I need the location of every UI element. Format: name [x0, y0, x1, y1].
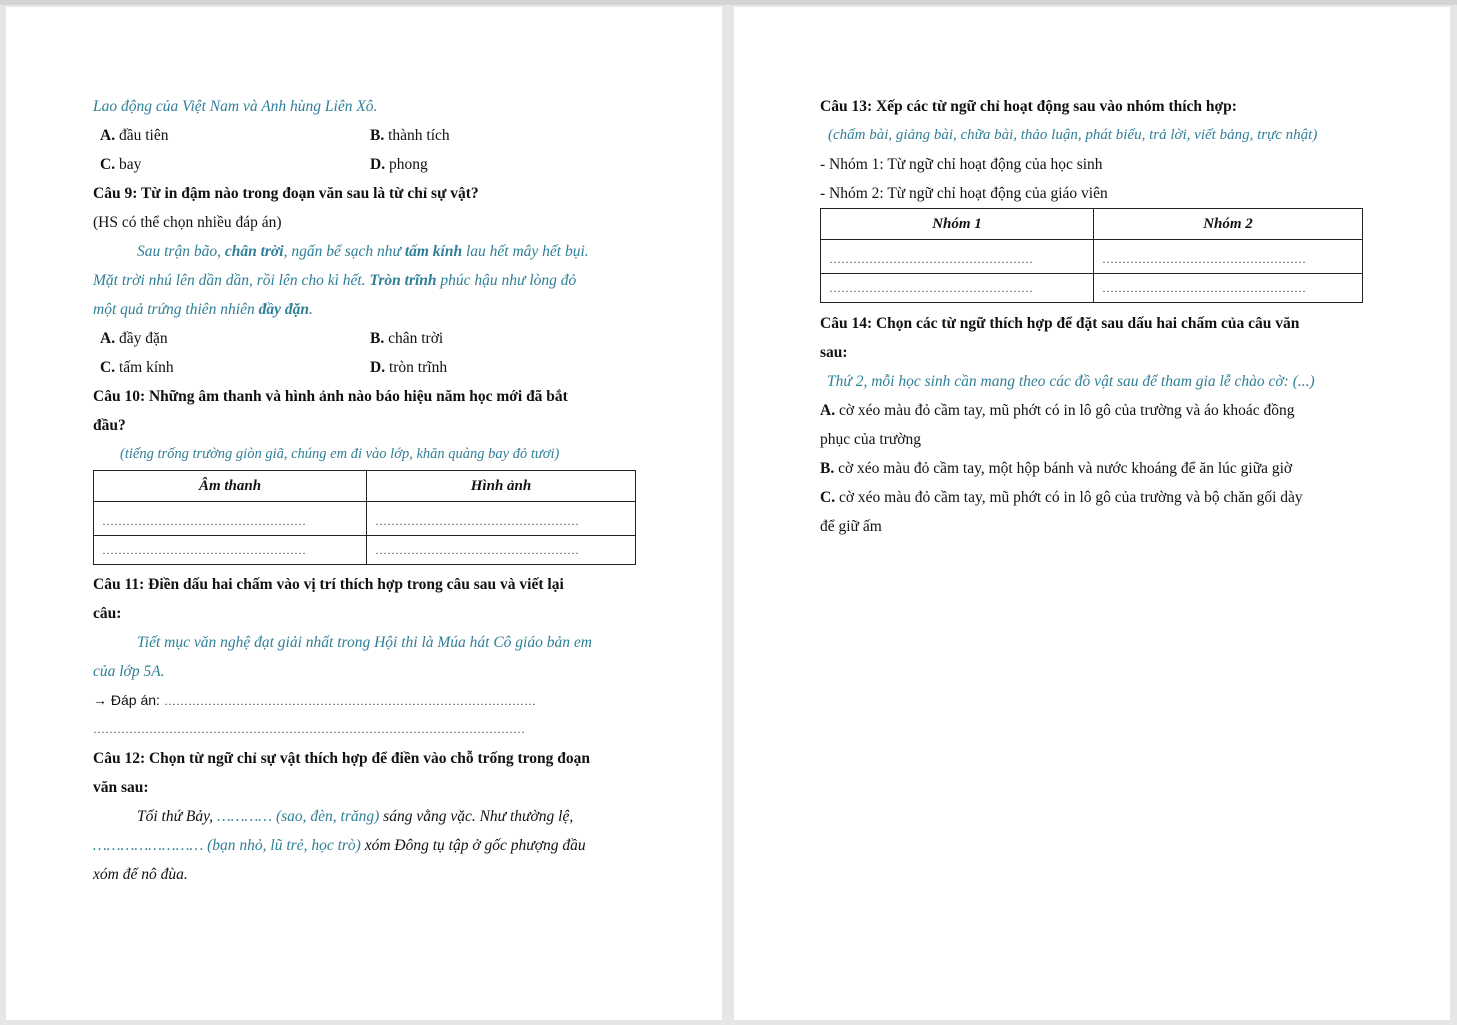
q14-option-a-line-2: phục của trường	[820, 431, 921, 448]
q9-option-c[interactable]: C. tấm kính	[100, 359, 174, 376]
q14-heading-line-1: Câu 14: Chọn các từ ngữ thích hợp để đặt sau dấu hai chấm của câu văn	[820, 315, 1300, 332]
q8-option-b[interactable]: B. thành tích	[370, 127, 450, 144]
q13-hint: (chấm bài, giảng bài, chữa bài, thảo luận, phát biểu, trả lời, viết bảng, trực nhật)	[828, 127, 1318, 143]
q13-cell[interactable]: ……………………………………………	[821, 240, 1094, 274]
q10-table	[93, 470, 636, 565]
q10-cell[interactable]: ……………………………………………	[367, 536, 636, 565]
q13-cell[interactable]: ……………………………………………	[1094, 240, 1363, 274]
q9-heading: Câu 9: Từ in đậm nào trong đoạn văn sau là từ chỉ sự vật?	[93, 185, 479, 202]
q9-option-b[interactable]: B. chân trời	[370, 330, 444, 347]
q11-answer-line-2[interactable]: ………………………………………………………………………………………………	[93, 722, 525, 736]
q8-option-a[interactable]: A. đầu tiên	[100, 127, 169, 144]
q11-sentence-line-2: của lớp 5A.	[93, 663, 165, 680]
q11-answer-line[interactable]	[93, 686, 638, 715]
q10-cell[interactable]: ……………………………………………	[367, 502, 636, 536]
intro-line: Lao động của Việt Nam và Anh hùng Liên Xô.	[93, 98, 378, 115]
document-page-right	[734, 7, 1450, 1020]
q13-col-nhom1: Nhóm 1	[821, 209, 1094, 240]
q9-passage-line-2: Mặt trời nhú lên dần dần, rồi lên cho kì hết. Tròn trĩnh phúc hậu như lòng đỏ	[93, 272, 577, 289]
q13-group-2: - Nhóm 2: Từ ngữ chỉ hoạt động của giáo viên	[820, 185, 1108, 202]
q10-heading-line-2: đầu?	[93, 417, 126, 434]
q9-passage-line-3: một quả trứng thiên nhiên đầy đặn.	[93, 301, 313, 318]
q13-col-nhom2: Nhóm 2	[1094, 209, 1363, 240]
q10-heading-line-1: Câu 10: Những âm thanh và hình ảnh nào báo hiệu năm học mới đã bắt	[93, 388, 568, 405]
q14-heading-line-2: sau:	[820, 344, 848, 361]
q10-hint: (tiếng trống trường giòn giã, chúng em đi vào lớp, khăn quàng bay đỏ tươi)	[120, 446, 560, 462]
page-right-content	[820, 92, 1380, 541]
q9-options-row-2	[93, 353, 638, 382]
q8-option-d[interactable]: D. phong	[370, 156, 428, 173]
q14-sentence: Thứ 2, mỗi học sinh cần mang theo các đồ vật sau để tham gia lễ chào cờ: (...)	[827, 373, 1315, 390]
q11-answer-dots: …………………………………………………………………………………	[163, 694, 536, 708]
q8-options-row-2	[93, 150, 638, 179]
q8-options-row-1	[93, 121, 638, 150]
q9-note: (HS có thể chọn nhiều đáp án)	[93, 214, 282, 231]
q11-heading-line-2: câu:	[93, 605, 122, 622]
q12-heading-line-2: văn sau:	[93, 779, 149, 796]
q9-passage-line-1: Sau trận bão, chân trời, ngấn bể sạch như tấm kính lau hết mây hết bụi.	[137, 243, 589, 260]
q9-option-d[interactable]: D. tròn trĩnh	[370, 359, 448, 376]
q12-passage-line-3: xóm để nô đùa.	[93, 866, 188, 883]
q12-heading-line-1: Câu 12: Chọn từ ngữ chỉ sự vật thích hợp để điền vào chỗ trống trong đoạn	[93, 750, 590, 767]
q12-passage-line-1: Tối thứ Bảy, ………… (sao, đèn, trăng) sáng vằng vặc. Như thường lệ,	[137, 808, 574, 825]
q13-cell[interactable]: ……………………………………………	[821, 274, 1094, 303]
window-top-border	[0, 0, 1457, 5]
q13-group-1: - Nhóm 1: Từ ngữ chỉ hoạt động của học sinh	[820, 156, 1103, 173]
q9-options-row-1	[93, 324, 638, 353]
q11-heading-line-1: Câu 11: Điền dấu hai chấm vào vị trí thích hợp trong câu sau và viết lại	[93, 576, 564, 593]
q12-passage-line-2: …………………… (bạn nhỏ, lũ trẻ, học trò) xóm Đông tụ tập ở gốc phượng đầu	[93, 837, 586, 854]
q8-option-c[interactable]: C. bay	[100, 156, 142, 173]
q10-col-amthanh: Âm thanh	[94, 471, 367, 502]
q9-option-a[interactable]: A. đầy đặn	[100, 330, 168, 347]
q10-cell[interactable]: ……………………………………………	[94, 536, 367, 565]
q14-option-c-line-1[interactable]: C. cờ xéo màu đỏ cầm tay, mũ phớt có in lô gô của trường và bộ chăn gối dày	[820, 489, 1303, 506]
q13-table	[820, 208, 1363, 303]
document-page-left	[6, 7, 722, 1020]
q14-option-c-line-2: để giữ ấm	[820, 518, 882, 535]
q11-sentence-line-1: Tiết mục văn nghệ đạt giải nhất trong Hội thi là Múa hát Cô giáo bản em	[137, 634, 592, 651]
q10-cell[interactable]: ……………………………………………	[94, 502, 367, 536]
page-left-content	[93, 92, 638, 889]
q14-option-a-line-1[interactable]: A. cờ xéo màu đỏ cầm tay, mũ phớt có in lô gô của trường và áo khoác đồng	[820, 402, 1295, 419]
q13-cell[interactable]: ……………………………………………	[1094, 274, 1363, 303]
q10-col-hinhanh: Hình ảnh	[367, 471, 636, 502]
q11-answer-label: → Đáp án:	[93, 692, 164, 708]
q14-option-b[interactable]: B. cờ xéo màu đỏ cầm tay, một hộp bánh và nước khoáng để ăn lúc giữa giờ	[820, 460, 1293, 477]
q13-heading: Câu 13: Xếp các từ ngữ chỉ hoạt động sau vào nhóm thích hợp:	[820, 98, 1237, 115]
